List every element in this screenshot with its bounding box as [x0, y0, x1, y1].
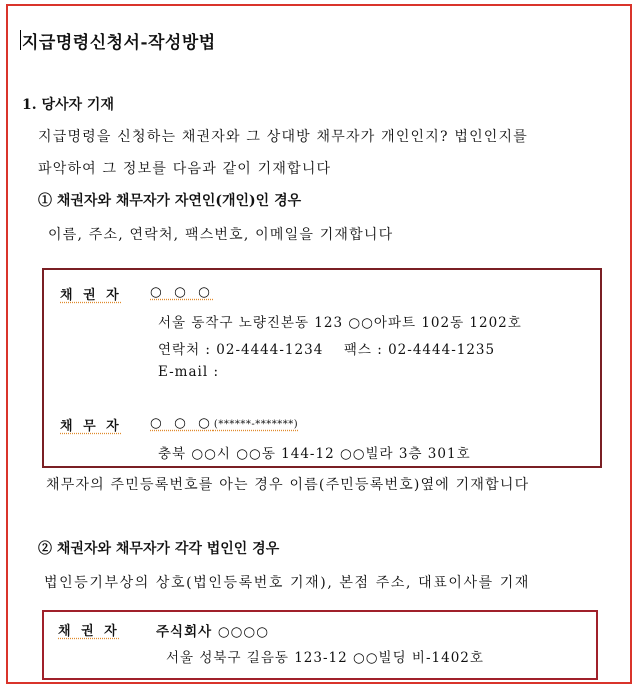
case2-description: 법인등기부상의 상호(법인등록번호 기재), 본점 주소, 대표이사를 기재: [44, 575, 530, 591]
case1-heading: ① 채권자와 채무자가 자연인(개인)인 경우: [38, 193, 302, 209]
fax-value: 02-4444-1235: [388, 342, 496, 358]
creditor-address: 서울 동작구 노량진본동 123 ○○아파트 102동 1202호: [158, 315, 522, 331]
creditor-name: ○ ○ ○: [150, 284, 214, 300]
debtor-label: 채 무 자: [60, 419, 122, 434]
corp-creditor-address: 서울 성북구 길음동 123-12 ○○빌딩 비-1402호: [166, 650, 484, 666]
section1-heading: 1. 당사자 기재: [22, 97, 114, 113]
debtor-id: (******-*******): [213, 419, 299, 430]
debtor-address: 충북 ○○시 ○○동 144-12 ○○빌라 3층 301호: [158, 446, 471, 462]
individual-example-box: [42, 268, 602, 468]
case1-note: 채무자의 주민등록번호를 아는 경우 이름(주민등록번호)옆에 기재합니다: [46, 477, 530, 493]
document-title: 지급명령신청서-작성방법: [22, 33, 216, 53]
debtor-name-line: [150, 415, 298, 431]
case2-heading: ② 채권자와 채무자가 각각 법인인 경우: [38, 541, 280, 557]
debtor-name: ○ ○ ○: [150, 415, 214, 431]
email-label: E-mail :: [158, 364, 219, 380]
text-cursor: [20, 30, 21, 50]
case1-description: 이름, 주소, 연락처, 팩스번호, 이메일을 기재합니다: [48, 227, 394, 243]
corporate-example-box: [42, 610, 598, 680]
corp-creditor-name: 주식회사 ○○○○: [156, 624, 269, 640]
corp-creditor-label: 채 권 자: [58, 624, 120, 639]
section1-line1: 지급명령을 신청하는 채권자와 그 상대방 채무자가 개인인지? 법인인지를: [38, 129, 528, 145]
section1-line2: 파악하여 그 정보를 다음과 같이 기재합니다: [38, 161, 332, 177]
contact-label: 연락처 :: [158, 342, 211, 358]
contact-value: 02-4444-1234: [216, 342, 324, 358]
fax-label: 팩스 :: [343, 342, 383, 358]
contact-line: [158, 338, 495, 358]
creditor-label: 채 권 자: [60, 288, 122, 303]
